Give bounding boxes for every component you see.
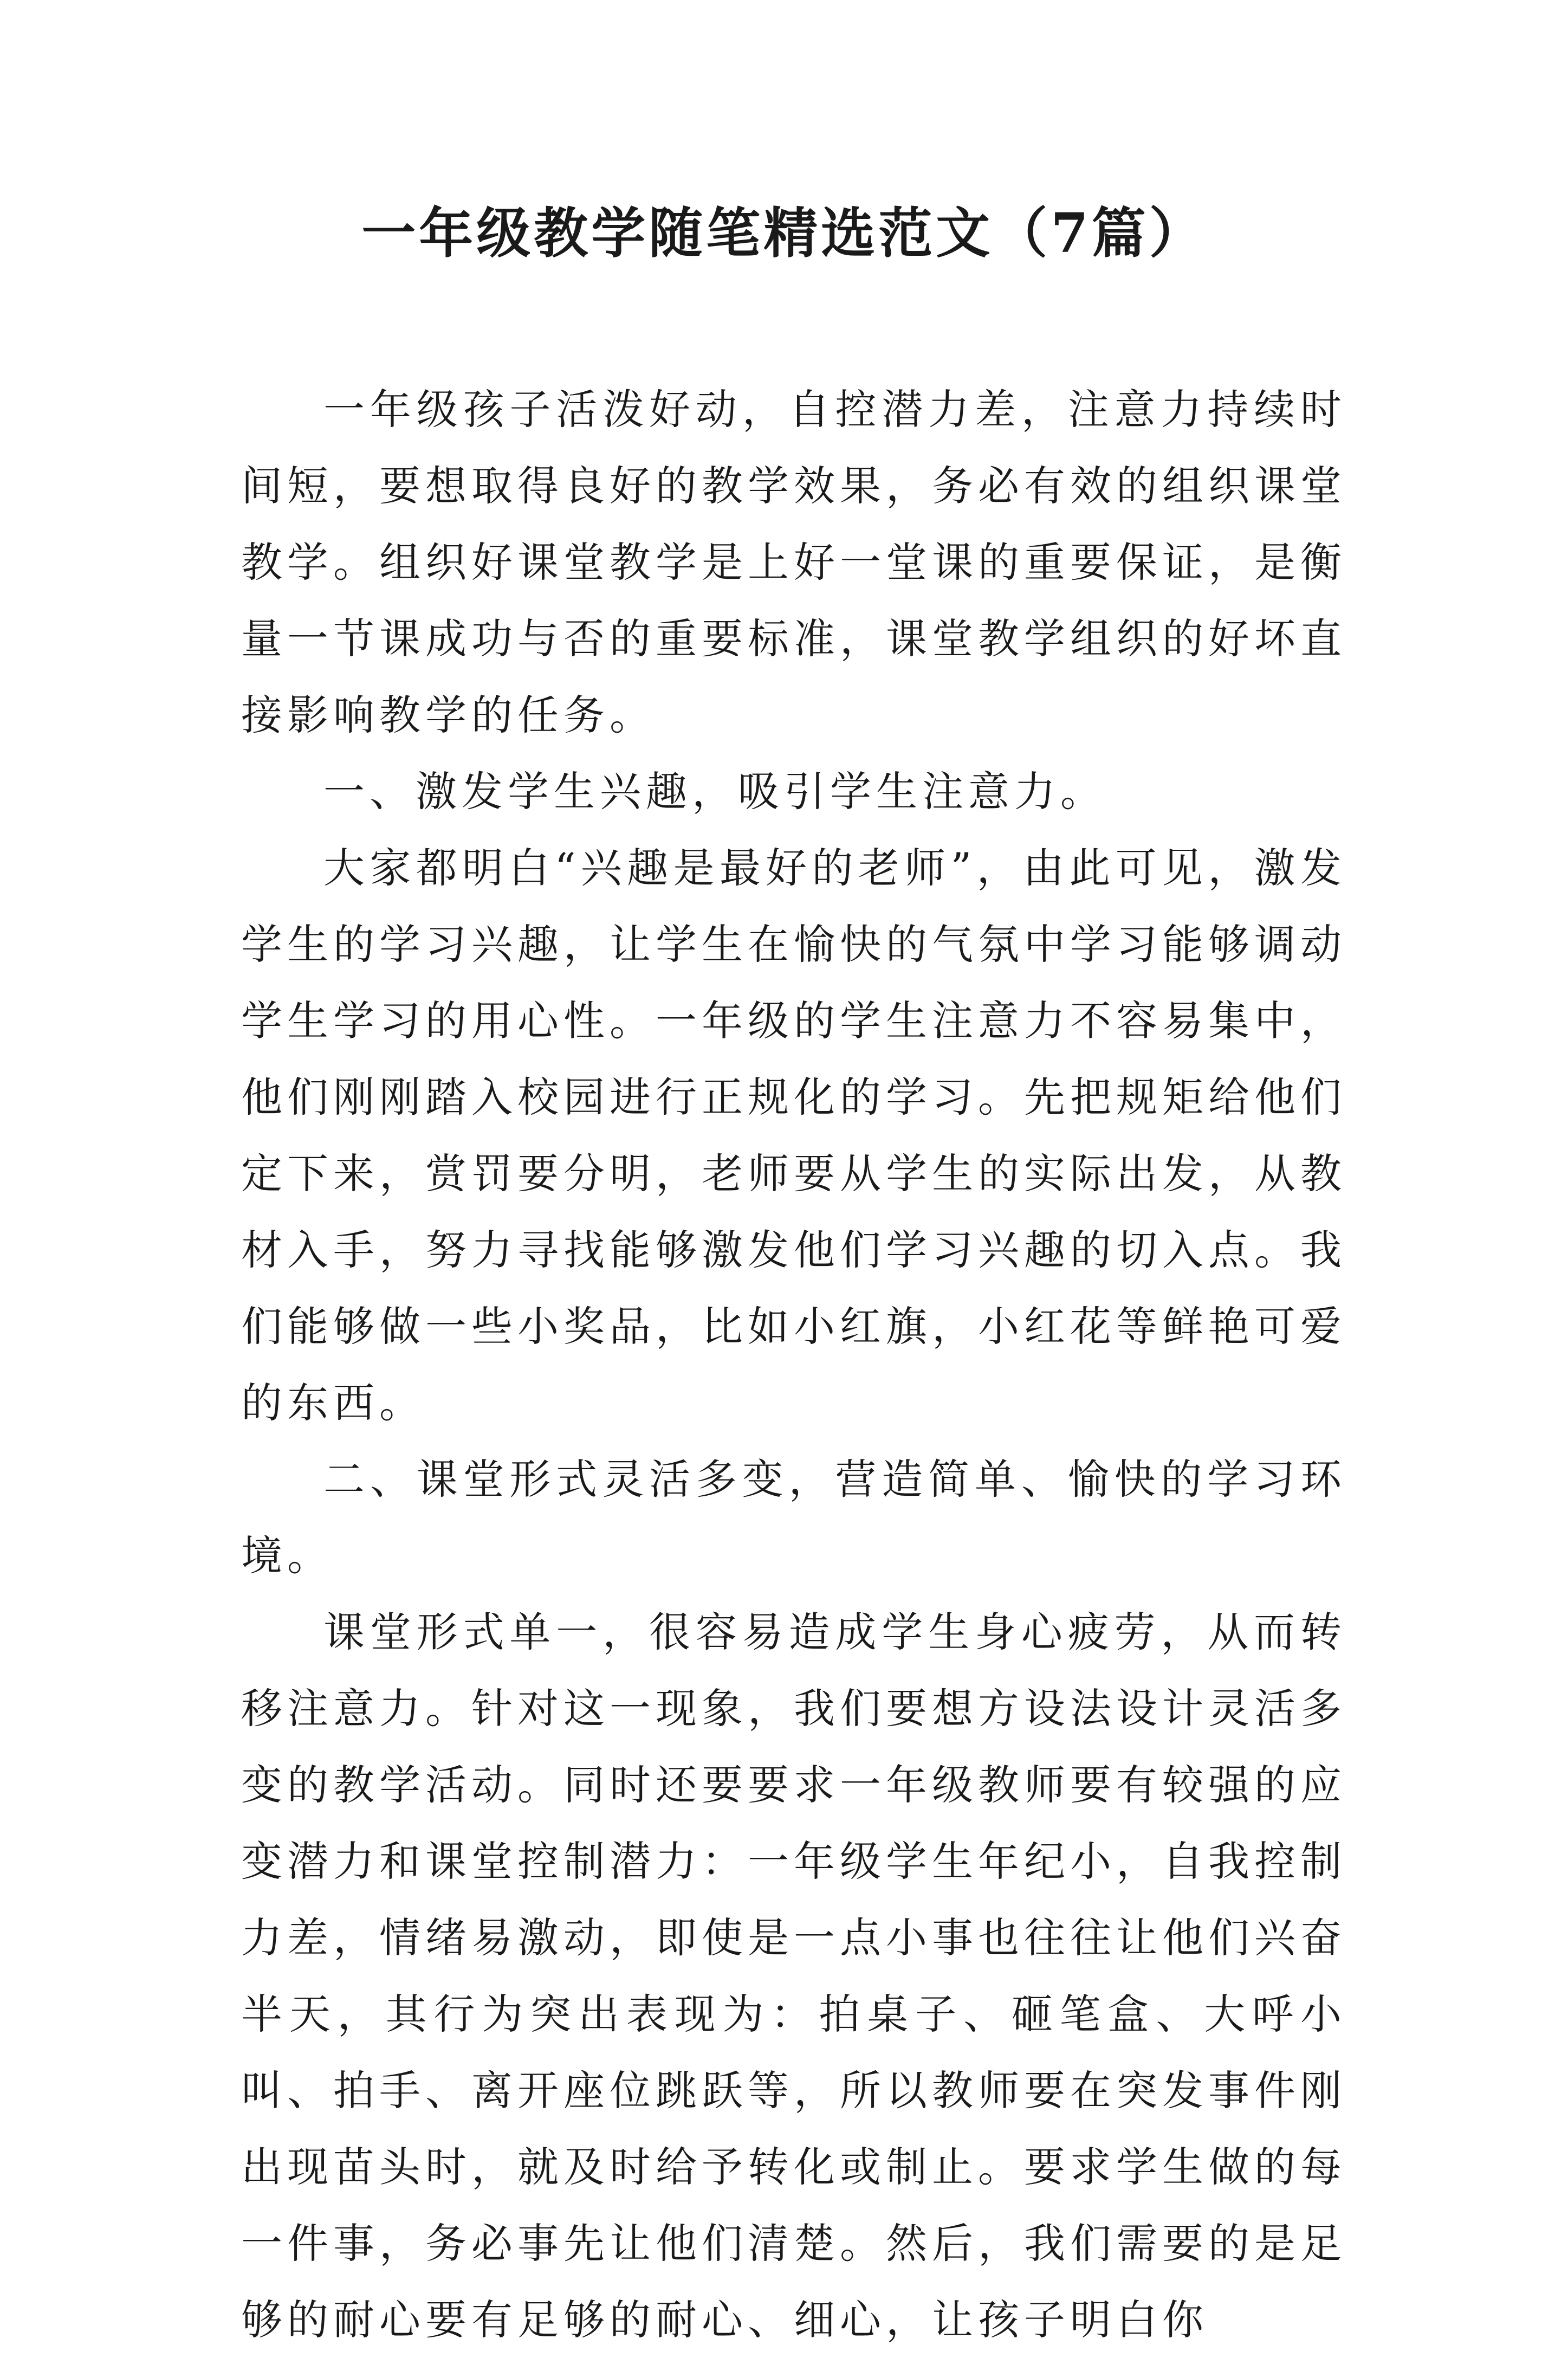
paragraph-section-2: 课堂形式单一，很容易造成学生身心疲劳，从而转移注意力。针对这一现象，我们要想方设法设计灵活多变的教学活动。同时还要要求一年级教师要有较强的应变潜力和课堂控制潜力：一年级学生年纪小，自我控制力差，情绪易激动，即使是一点小事也往往让他们兴奋半天，其行为突出表现为：拍桌子、砸笔盒、大呼小叫、拍手、离开座位跳跃等，所以教师要在突发事件刚出现苗头时，就及时给予转化或制止。要求学生做的每一件事，务必事先让他们清楚。然后，我们需要的是足够的耐心要有足够的耐心、细心，让孩子明白你: [241, 1608, 1346, 2344]
document-title: 一年级教学随笔精选范文（7篇）: [361, 201, 1207, 265]
paragraph-intro: 一年级孩子活泼好动，自控潜力差，注意力持续时间短，要想取得良好的教学效果，务必有效的组织课堂教学。组织好课堂教学是上好一堂课的重要保证，是衡量一节课成功与否的重要标准，课堂教学组织的好坏直接影响教学的任务。: [241, 385, 1346, 739]
document-body: [241, 371, 1346, 2358]
section-heading-2: 二、课堂形式灵活多变，营造简单、愉快的学习环境。: [241, 1455, 1346, 1580]
section-heading-1: 一、激发学生兴趣，吸引学生注意力。: [323, 767, 1106, 816]
paragraph-section-1: 大家都明白“兴趣是最好的老师”，由此可见，激发学生的学习兴趣，让学生在愉快的气氛中学习能够调动学生学习的用心性。一年级的学生注意力不容易集中，他们刚刚踏入校园进行正规化的学习。先把规矩给他们定下来，赏罚要分明，老师要从学生的实际出发，从教材入手，努力寻找能够激发他们学习兴趣的切入点。我们能够做一些小奖品，比如小红旗，小红花等鲜艳可爱的东西。: [241, 844, 1346, 1427]
